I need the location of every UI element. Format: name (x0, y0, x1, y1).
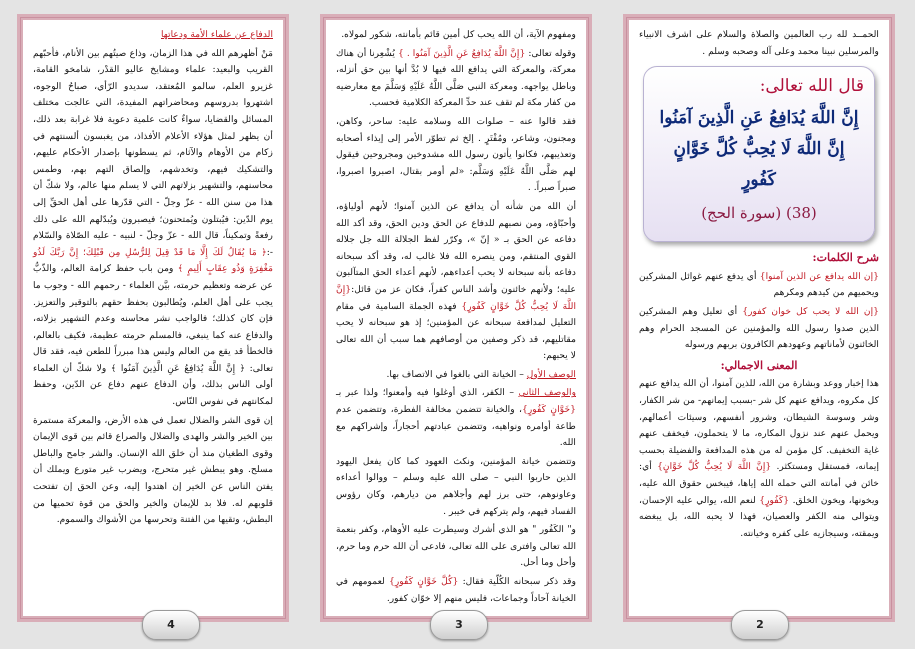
page-number-4: 4 (142, 610, 200, 640)
word-explanation-1 (639, 269, 879, 302)
meaning-heading: المعنى الاجمالي: (720, 358, 798, 372)
p3-paragraph-9 (336, 574, 576, 607)
first-description-label: الوصف الأول (526, 368, 576, 380)
meaning-text-a: هذا إخبار ووعد وبشارة من الله، للذين آمنوا، أن الله يدافع عنهم كل مكروه، ويدافع عنهم كل شر -بسبب إيمانهم- من شر الكفار، وشر وسوسة الشيطان، وشرور أنفسهم، وسيئات أعمالهم، ويحمل عنهم عند نزول المكاره، ما لا يتحملون، فيخفف عنهم غاية التخفيف. كل مؤمن له من هذه المدافعة والفضيلة بحسب إيمانه، فمستقل ومستكثر. (639, 378, 879, 473)
meaning-quote-2: {كَفُورٍ} (759, 494, 790, 506)
p3-text: وقوله تعالى: (525, 47, 576, 59)
p4-quote: ﴿ مَا يُقَالُ لَكَ إِلَّا مَا قَدْ قِيلَ لِلرُّسُلِ مِن قَبْلِكَ؛ إِنَّ رَبَّكَ لَذُو مَغْفِرَةٍ وَذُو عِقَابٍ أَلِيمٍ ﴾ (33, 246, 274, 275)
verse-text: إِنَّ اللَّهَ يُدَافِعُ عَنِ الَّذِينَ آمَنُوا إِنَّ اللَّهَ لَا يُحِبُّ كُلَّ خَوَّانٍ كَفُورٍ (659, 108, 859, 191)
p3-text: ، والخيانة تتضمن مخالفة الفطرة، وتتضمن عدم طاعة أوامره ونواهيه، وتتضمن عبادتهم أحجاراً، وإشراكهم مع الله. (336, 404, 576, 449)
p4-paragraph-2: إن قوى الشر والضلال تعمل في هذه الأرض، والمعركة مستمرة بين الخير والشر والهدى والضلال والصراع قائم بين قوى الإيمان وقوى الطغيان منذ أن خلق الله الإنسان. والشر جامح والباطل مسلح. وهو يبطش غير متحرج، ويضرب غير متورع ويملك أن يفتن الناس عن الخير إن اهتدوا إليه، وعن الحق إن تفتحت قلوبهم له. فلا بد للإيمان والخير والحق من قوة تحميها من البطش، وتقيها من الفتنة وتحرسها من الأشواك والسموم. (33, 414, 273, 526)
intro-text: الحمــد لله رب العالمين والصلاة والسلام على اشرف الانبياء والمرسلين نبينا محمد وعلى آله وصحبه وسلم . (639, 29, 879, 57)
meaning-quote-1: {إِنَّ اللَّهَ لَا يُحِبُّ كُلَّ خَوَّانٍ} (657, 461, 772, 473)
p3-text: – الكفر، الذي أوغلوا فيه وأمعنوا؛ ولذا عبر بـ (336, 387, 519, 399)
second-description-label: والوصف الثاني (518, 387, 577, 399)
p3-quote: {إِنَّ اللَّهَ يُدَافِعُ عَنِ الَّذِينَ آمَنُوا . } (397, 47, 526, 59)
page-number-3: 3 (430, 610, 488, 640)
p4-text: مَنْ أظهرهم الله في هذا الزمان، وذاع صيتُهم بين الأنام، فأحبّهم القريب والبعيد: علماء ومشايخ عاليو القدْر، شامخو القامة، غزيرو العلم، سالمو المُعتقد، سديدو الرّأي، صباحُ الوجوه، اشتهروا بدروسهم ومحاضراتهم المفيدة، التي عالجت مختلف المسائل والقضايا، سواءٌ كانت علمية دعوية فلا غرابة بعد ذلك، أن يظهر لمثل هؤلاء الأعلام الأفذاذ، من يغبسون ألسنتهم في زكام من الأوهام والآثام، ثم يسطونها بإصدار الأحكام عليهم، والتشكيك فيهم، وتخدشهم، وإلصاق التهم بهم، وطمس محاسنهم، والتشهير بزلاتهم التي لا يسلم منها عالم، ولا شكّ أن هذا من سنن الله - عزّ وجلّ - التي قدّرها على أهل الحقِّ إلى يوم الدّين: فيُبتلون ويُمتحنون؛ فيصبرون ويُبدّلهم الله على ذلك رفعةً وتمكيناً، قال الله - عزّ وجلّ - لنبيه - عليه الصّلاة والسّلام -: (33, 47, 273, 258)
word-text-2: أي تعليل وهم المشركين الذين صدوا رسول الله والمؤمنين عن المسجد الحرام وهم الخائنون لأماناتهم وعهودهم الكافرون بربهم ورسوله (639, 305, 879, 351)
p3-paragraph-6 (336, 385, 576, 451)
p3-quote: {إِنَّ اللَّهَ لَا يُحِبُّ كُلَّ خَوَّانٍ كَفُورٍ} (336, 283, 576, 312)
p3-text: فهذه الجملة السامية في مقام التعليل لمدافعة سبحانه عن المؤمنين؛ إذ هو سبحانه لا يحب مقاتليهم، قد ذكر وصفين من أوصافهم هما سبب أن الله تعالى لا يحبهم: (336, 300, 576, 362)
section-heading: الدفاع عن علماء الأمة ودعاتها (161, 29, 273, 40)
verse-box (643, 66, 875, 242)
meaning-text-b: أي: خائن في أمانته التي حمله الله إياها، فيبخس حقوق الله عليه، ويخونها، ويخون الخلق. (639, 461, 879, 506)
p4-text: ومن باب حفظ كرامة العالم، والذّبُّ عن عرضه وتعظيم حرمته، بيَّن العلماء - رحمهم الله - وجوب ما يجب على أهل العلم، ويُطالبون بحفظ حقهم بالتوقير والتعزيز. فإن كان كذلك؛ فالواجب نشر محاسنه وعدم التشهير بزلاته، والدفاع عنه كما ينبغي، فالمسلم حرمته عظيمة، فكيف بالعالم، فالخطأ قد يقع من العالم وليس هذا مبرراً للطعن فيه، فقد قال تعالى: ﴿ إِنَّ اللَّهَ يُدَافِعُ عَنِ الَّذِينَ آمَنُوا ﴾ ولا شكّ أن العلماء أولى الناس بذلك، وأن الدفاع عنهم دفاع عن الدّين، وحفظ لمكانتهم في نفوس النّاس. (33, 263, 273, 408)
p3-quote: {خَوَّانٍ كَفُورٍ} (522, 404, 576, 416)
page-3-panel (320, 14, 592, 622)
p3-text: – الخيانة التي بالغوا في الاتصاف بها. (386, 368, 527, 380)
meaning-paragraph (639, 376, 879, 542)
p3-paragraph-3: فقد قالوا عنه – صلوات الله وسلامه عليه: ساحر، وكاهن، ومجنون، وشاعر، ومُفْتَرٍ . إلخ ثم تطوّر الأمر إلى إيذاء أصحابه وتعذيبهم، فكانوا يأتون رسول الله مشدوخين ومجروحين فيقول لهم صَلَّى اللَّهُ عَلَيْهِ وَسَلَّم: «لم أومر بقتال، اصبروا اصبروا، صبراً صبراً. . (336, 115, 576, 194)
verse-reference: (38) (سورة الحج) (701, 204, 817, 223)
p3-text: يُشْعِرنا أن هناك معركة، والمعركة التي يدافع الله فيها لا بُدَّ أنها بين حق أنزله، وباطل يواجهه. ومعركة النبي صَلَّى اللَّهُ عَلَيْهِ وَسَلَّمَ مع معارضيه من كفار مكة لم تقف عند حدِّ المعركة الكلامية فحسب. (336, 47, 576, 109)
word-term-1: {إن الله يدافع عن الذين آمنوا} (759, 270, 879, 282)
p3-paragraph-7: وتتضمن خيانة المؤمنين، ونكث العهود كما كان يفعل اليهود الذين حاربوا النبي – صلى الله عليه وسلم – ووالوا أعداءه وعاونوهم، حتى برز لهم وأجلاهم من ديارهم، وكان رؤوس الفساد فيهم، ولم يتركهم في خيبر . (336, 455, 576, 517)
meaning-text-c: لنعم الله، يوالي عليه الإحسان، ويتوالى منه الكفر والعصيان، فهذا لا يحبه الله، بل يبغضه ويمقته، وسيجازيه على كفره وخيانته. (639, 494, 879, 539)
p3-quote: {كُلَّ خَوَّانٍ كَفُورٍ} (389, 576, 459, 587)
p3-paragraph-8: و" الكَفُور " هو الذي أشرك وسيطرت عليه الأوهام، وكفر بنعمة الله تعالى وافترى على الله تعالى، فادعى أن الله حرم وما حرم، وأحل وما أحل. (336, 524, 576, 569)
p4-paragraph-1 (33, 46, 273, 411)
word-explanation-2 (639, 304, 879, 354)
p3-paragraph-1: ومفهوم الآية، أن الله يحب كل أمين قائم بأمانته، شكور لمولاه. (341, 29, 576, 40)
page-number-2: 2 (731, 610, 789, 640)
p3-paragraph-4 (336, 199, 576, 365)
p3-text: لعمومهم في الخيانة آحاداً وجماعات، فليس منهم إلا خوّان كفور. (336, 576, 576, 604)
p3-paragraph-5 (336, 367, 576, 384)
verse-box-title: قال الله تعالى: (759, 76, 864, 97)
word-text-1: أي يدفع عنهم غوائل المشركين ويحميهم من كيدهم ومكرهم (639, 270, 879, 299)
page-2-panel (623, 14, 895, 622)
words-heading: شرح الكلمات: (812, 251, 879, 265)
word-term-2: {إن الله لا يحب كل خوان كفور} (742, 305, 880, 317)
p3-text: وقد ذكر سبحانه الكُلّية فقال: (458, 576, 577, 587)
p3-text: أن الله من شأنه أن يدافع عن الذين آمنوا؛ لأنهم أولياؤه، وأحبّاؤه، ومن نصبهم للدفاع عن الحق ودين الحق، وقد أكد الله دفاعه عن الحق بـ « إنّ »، وكرّر لفظ الجلالة الله جل جلاله القوي المنتقم، ومن ينصره الله فلا غالب له، وقد أكد سبحانه دفاعه بأنه سبحانه لا يحب أعداءهم، لأنهم أعداء الحق المتآلبون عليه؛ ولأنهم خائنون وأشد الناس كفراً، فكان عز من قائل: (336, 200, 576, 295)
page-4-panel (17, 14, 289, 622)
p3-paragraph-2 (336, 46, 576, 112)
